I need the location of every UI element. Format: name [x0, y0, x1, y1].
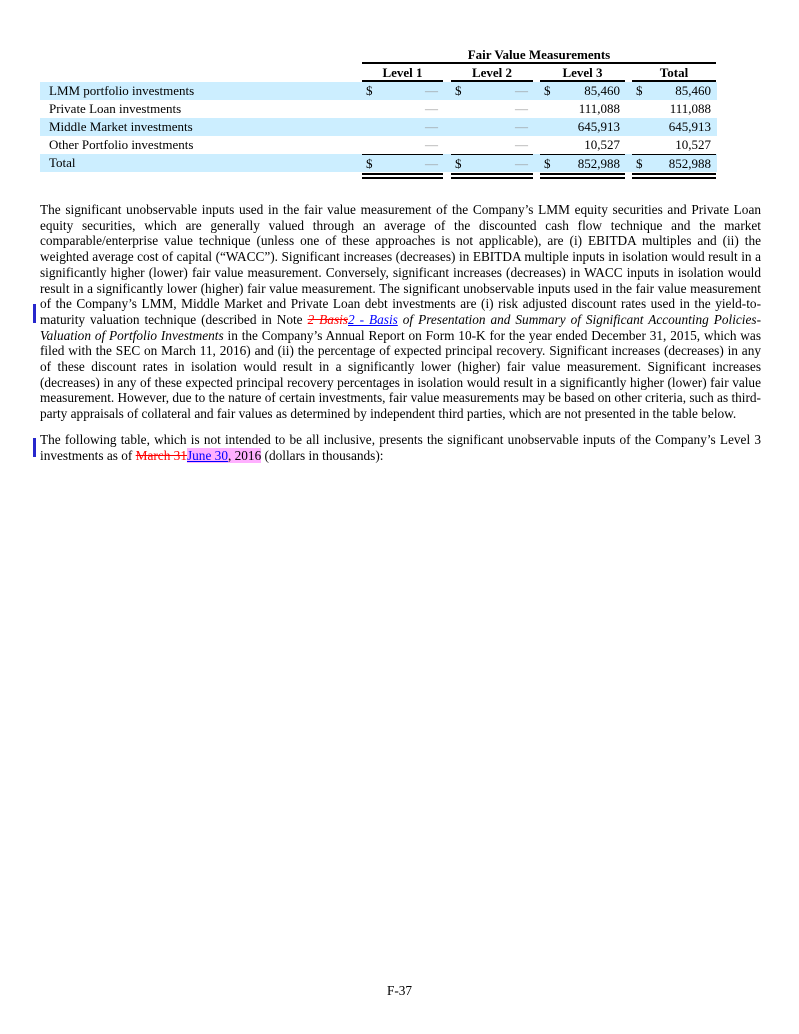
table-cell [362, 82, 443, 100]
column-gap [533, 154, 540, 172]
cell-value: — [515, 137, 528, 152]
double-rule [362, 173, 443, 179]
cell-value: — [515, 101, 528, 116]
column-gap [625, 118, 632, 136]
deleted-text: March 31 [135, 447, 187, 463]
currency-symbol: $ [366, 83, 373, 98]
currency-symbol: $ [455, 155, 462, 171]
table-cell [362, 100, 443, 118]
double-rule [632, 173, 716, 179]
column-gap [533, 82, 540, 100]
column-gap [443, 65, 451, 82]
paragraph-unobservable-inputs [40, 202, 761, 422]
table-cell [362, 154, 443, 172]
column-gap [625, 173, 632, 179]
cell-value: 645,913 [668, 119, 711, 134]
column-gap [533, 100, 540, 118]
table-title: Fair Value Measurements [362, 48, 716, 64]
double-rule [451, 173, 533, 179]
column-gap [625, 65, 632, 82]
table-row [40, 100, 717, 118]
table-cell [632, 82, 716, 100]
cell-value: 85,460 [675, 83, 711, 98]
table-row-total [40, 154, 717, 172]
column-gap [533, 173, 540, 179]
table-cell [632, 136, 716, 154]
row-label: Total [49, 155, 76, 170]
column-header-level1: Level 1 [362, 65, 443, 82]
cell-value: — [425, 83, 438, 98]
change-bar [33, 304, 36, 323]
cell-value: 85,460 [584, 83, 620, 98]
cell-value: 10,527 [584, 137, 620, 152]
fair-value-table [40, 48, 717, 179]
table-cell [451, 82, 533, 100]
table-cell [451, 154, 533, 172]
column-gap [443, 82, 451, 100]
cell-value: 111,088 [578, 101, 620, 116]
table-cell [540, 154, 625, 172]
label-column-spacer [40, 48, 362, 64]
table-header-row [40, 65, 717, 82]
column-gap [443, 136, 451, 154]
paragraph-text-lead: The following table, which is not intended to be all inclusive, presents the significant unobservable inputs of the Company’s Level 3 investments as of [40, 431, 761, 463]
table-cell [451, 118, 533, 136]
cell-value: — [425, 155, 438, 171]
table-cell [362, 118, 443, 136]
cell-value: — [515, 119, 528, 134]
row-label: Middle Market investments [49, 119, 193, 134]
cell-value: 10,527 [675, 137, 711, 152]
paragraph-text-lead: The significant unobservable inputs used in the fair value measurement of the Company’s LMM equity securities and Private Loan equity securities, which are generally valued through an average of the discounted cash flow technique and the market comparable/enterprise value technique (unless one of these approaches is not applicable), are (i) EBITDA multiples and (ii) the weighted average cost of capital (“WACC”). Significant increases (decreases) in EBITDA multiple inputs in isolation would result in a significantly higher (lower) fair value measurement. Conversely, significant increases (decreases) in WACC inputs in isolation would result in a significantly lower (higher) fair value measurement. The significant unobservable inputs used in the fair value measurement of the Company’s LMM, Middle Market and Private Loan debt investments are (i) risk adjusted discount rates used in the yield-to-maturity valuation technique (described in Note [40, 202, 761, 327]
column-gap [625, 100, 632, 118]
paragraph-text-tail: (dollars in thousands): [261, 447, 384, 463]
label-column-spacer [40, 65, 362, 82]
inserted-text-highlighted: June 30 [186, 447, 228, 463]
change-bar [33, 438, 36, 457]
cell-value: 111,088 [669, 101, 711, 116]
column-gap [533, 65, 540, 82]
cell-value: 852,988 [577, 155, 620, 171]
cell-value: — [515, 155, 528, 171]
column-header-total: Total [632, 65, 716, 82]
table-cell [540, 136, 625, 154]
currency-symbol: $ [455, 83, 462, 98]
column-gap [625, 136, 632, 154]
table-row [40, 118, 717, 136]
table-title-row [40, 48, 717, 64]
currency-symbol: $ [544, 155, 551, 171]
column-gap [533, 118, 540, 136]
paragraph-following-table [40, 432, 761, 463]
column-gap [443, 100, 451, 118]
currency-symbol: $ [544, 83, 551, 98]
column-gap [533, 136, 540, 154]
currency-symbol: $ [636, 155, 643, 171]
column-gap [625, 154, 632, 172]
row-label: LMM portfolio investments [49, 83, 195, 98]
double-rule [540, 173, 625, 179]
currency-symbol: $ [366, 155, 373, 171]
table-cell [540, 100, 625, 118]
cell-value: — [425, 137, 438, 152]
deleted-text: 2 Basis [307, 311, 348, 327]
table-row [40, 136, 717, 154]
italic-reference-title: of Presentation and Summary of Significant Accounting Policies-Valuation of Portfolio Investments [40, 311, 762, 343]
table-cell [632, 118, 716, 136]
row-label: Other Portfolio investments [49, 137, 194, 152]
currency-symbol: $ [636, 83, 643, 98]
page-number: F-37 [386, 983, 413, 998]
table-cell [632, 154, 716, 172]
table-cell [451, 136, 533, 154]
column-gap [625, 82, 632, 100]
column-header-level2: Level 2 [451, 65, 533, 82]
column-header-level3: Level 3 [540, 65, 625, 82]
table-row [40, 82, 717, 100]
inserted-text: 2 - Basis [348, 311, 398, 327]
highlighted-text: , 2016 [227, 447, 262, 463]
cell-value: — [515, 83, 528, 98]
row-label: Private Loan investments [49, 101, 182, 116]
cell-value: — [425, 101, 438, 116]
paragraph-text-tail: in the Company’s Annual Report on Form 10-K for the year ended December 31, 2015, which was filed with the SEC on March 11, 2016) and (ii) the percentage of expected principal recovery. Significant increases (decreases) in any of these discount rates in isolation would result in a significantly lower (higher) fair value measurement. Significant increases (decreases) in any of these expected principal recovery percentages in isolation would result in a significantly higher (lower) fair value measurement. However, due to the nature of certain investments, fair value measurements may be based on other criteria, such as third-party appraisals of collateral and fair values as determined by independent third parties, which are not presented in the table below. [40, 327, 761, 422]
table-cell [540, 82, 625, 100]
column-gap [443, 154, 451, 172]
cell-value: 852,988 [668, 155, 711, 171]
table-cell [362, 136, 443, 154]
table-cell [632, 100, 716, 118]
column-gap [443, 118, 451, 136]
column-gap [443, 173, 451, 179]
total-double-rule-row [40, 173, 717, 179]
table-cell [451, 100, 533, 118]
label-column-spacer [40, 173, 362, 179]
cell-value: 645,913 [577, 119, 620, 134]
cell-value: — [425, 119, 438, 134]
table-cell [540, 118, 625, 136]
